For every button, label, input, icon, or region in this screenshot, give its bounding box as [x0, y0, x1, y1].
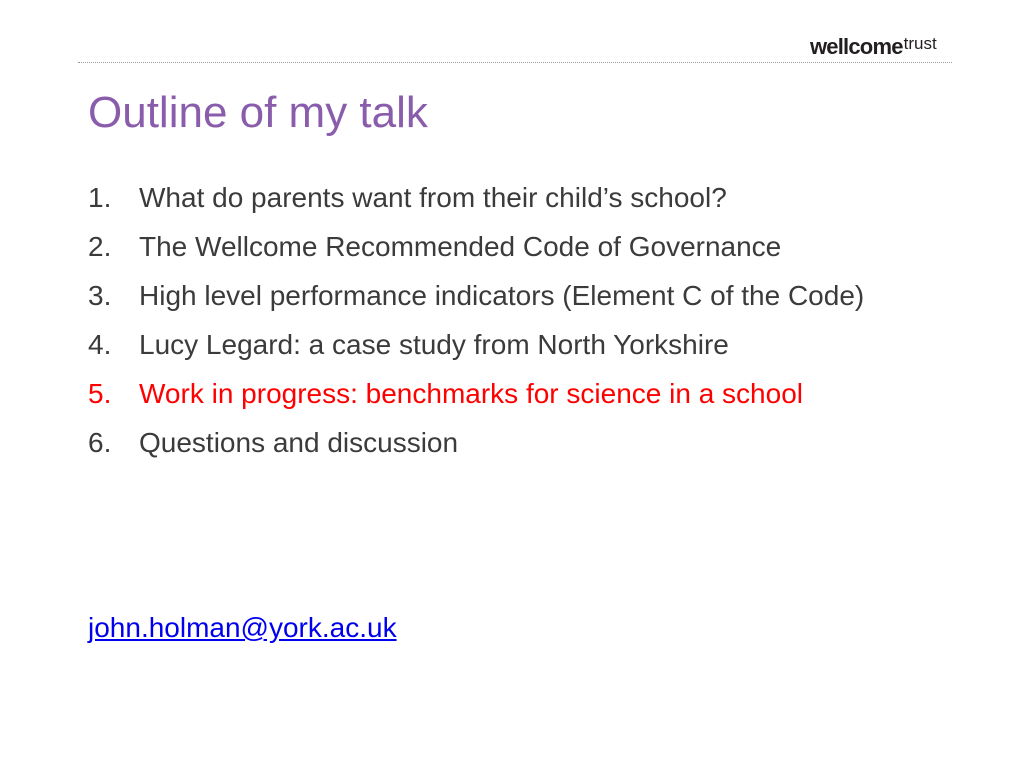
outline-item-text: Work in progress: benchmarks for science in a school	[139, 378, 803, 409]
outline-item-number: 4.	[88, 329, 112, 360]
logo-sub-text: trust	[903, 34, 937, 53]
header-divider	[78, 62, 952, 63]
outline-item-number: 6.	[88, 427, 112, 458]
outline-item-6	[88, 423, 938, 463]
outline-item-5	[88, 374, 938, 414]
outline-item-number: 1.	[88, 182, 112, 213]
outline-item-4	[88, 325, 938, 365]
wellcome-trust-logo	[810, 34, 937, 60]
outline-item-text: Questions and discussion	[139, 427, 459, 458]
outline-item-number: 5.	[88, 378, 112, 409]
outline-item-number: 3.	[88, 280, 112, 311]
outline-item-text: What do parents want from their child’s school?	[139, 182, 727, 213]
outline-item-text: The Wellcome Recommended Code of Governance	[139, 231, 782, 262]
slide-title: Outline of my talk	[88, 88, 428, 137]
outline-item-1	[88, 178, 938, 218]
outline-item-3	[88, 276, 938, 316]
outline-item-2	[88, 227, 938, 267]
contact-email-link[interactable]: john.holman@york.ac.uk	[88, 612, 397, 643]
outline-list	[88, 178, 938, 472]
outline-item-number: 2.	[88, 231, 112, 262]
outline-item-text: High level performance indicators (Element C of the Code)	[139, 280, 865, 311]
outline-item-text: Lucy Legard: a case study from North Yorkshire	[139, 329, 729, 360]
logo-main-text: wellcome	[810, 34, 903, 59]
